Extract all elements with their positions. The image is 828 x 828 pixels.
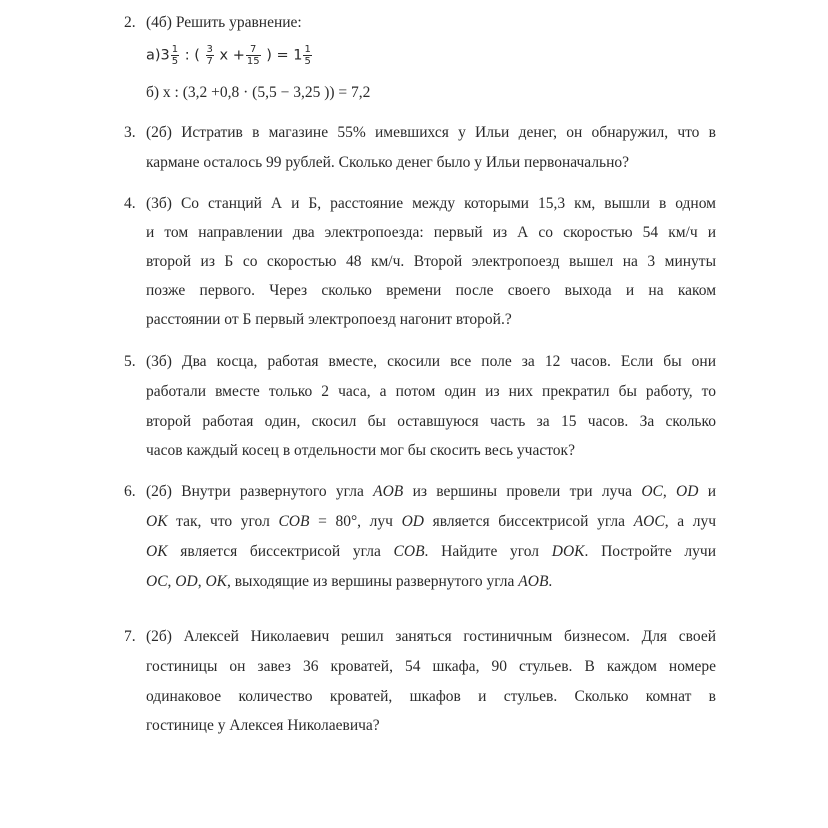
task-number: 2. xyxy=(124,14,136,31)
task-text-line: кармане осталось 99 рублей. Сколько денег было у Ильи первоначально? xyxy=(146,154,630,171)
eq-a-part: : ( xyxy=(180,47,205,64)
task-text-line: (3б) Два косца, работая вместе, скосили все поле за 12 часов. Если бы они xyxy=(146,353,716,370)
task-text-line: OK является биссектрисой угла COB. Найдите угол DOK. Постройте лучи xyxy=(146,543,716,560)
task-text-line: одинаковое количество кроватей, шкафов и стульев. Сколько комнат в xyxy=(146,688,716,705)
task-text-line: (2б) Алексей Николаевич решил заняться гостиничным бизнесом. Для своей xyxy=(146,628,716,645)
task-text-line: работали вместе только 2 часа, а потом один из них прекратил бы работу, то xyxy=(146,383,716,400)
task-number: 5. xyxy=(124,353,136,370)
task-2 xyxy=(124,14,716,104)
task-3 xyxy=(124,124,716,180)
task-number: 4. xyxy=(124,195,136,212)
task-text-line: (2б) Внутри развернутого угла AOB из вершины провели три луча OC, OD и xyxy=(146,483,717,500)
task-4 xyxy=(124,195,716,335)
task-text-line: OC, OD, OK, выходящие из вершины развернутого угла AOB. xyxy=(146,573,553,590)
equation-a xyxy=(146,44,716,67)
task-text-line: второй работая один, скосил бы оставшуюся часть за 15 часов. За сколько xyxy=(146,413,716,430)
eq-a-label: а)3 xyxy=(146,47,170,64)
equation-b: б) x : (3,2 +0,8 · (5,5 − 3,25 )) = 7,2 xyxy=(146,84,371,101)
task-text-line: гостинице у Алексея Николаевича? xyxy=(146,717,380,734)
eq-a-part: ) = 1 xyxy=(261,47,303,64)
task-text-line: позже первого. Через сколько времени после своего выхода и на каком xyxy=(146,282,716,299)
fraction: $\frac{1}{5}$ xyxy=(304,44,311,67)
fraction: $\frac{3}{7}$ xyxy=(206,44,213,67)
task-text-line: второй из Б со скоростью 48 км/ч. Второй электропоезд вышел на 3 минуты xyxy=(146,253,716,270)
task-7 xyxy=(124,628,716,738)
task-number: 6. xyxy=(124,483,136,500)
fraction: $\frac{1}{5}$ xyxy=(171,44,179,67)
task-heading: (4б) Решить уравнение: xyxy=(146,14,302,31)
task-text-line: и том направлении два электропоезда: первый из А со скоростью 54 км/ч и xyxy=(146,224,716,241)
task-text-line: расстоянии от Б первый электропоезд нагонит второй.? xyxy=(146,311,512,328)
task-text-line: гостиницы он завез 36 кроватей, 54 шкафа, 90 стульев. В каждом номере xyxy=(146,658,716,675)
task-6 xyxy=(124,483,716,593)
task-text-line: (3б) Со станций А и Б, расстояние между которыми 15,3 км, вышли в одном xyxy=(146,195,716,212)
task-text-line: OK так, что угол COB = 80°, луч OD является биссектрисой угла AOC, а луч xyxy=(146,513,716,530)
task-number: 3. xyxy=(124,124,136,141)
task-text-line: часов каждый косец в отдельности мог бы скосить весь участок? xyxy=(146,442,575,459)
task-number: 7. xyxy=(124,628,136,645)
task-text-line: (2б) Истратив в магазине 55% имевшихся у Ильи денег, он обнаружил, что в xyxy=(146,124,716,141)
eq-a-part: x + xyxy=(214,47,245,64)
fraction: $\frac{7}{15}$ xyxy=(246,44,260,67)
task-5 xyxy=(124,353,716,463)
